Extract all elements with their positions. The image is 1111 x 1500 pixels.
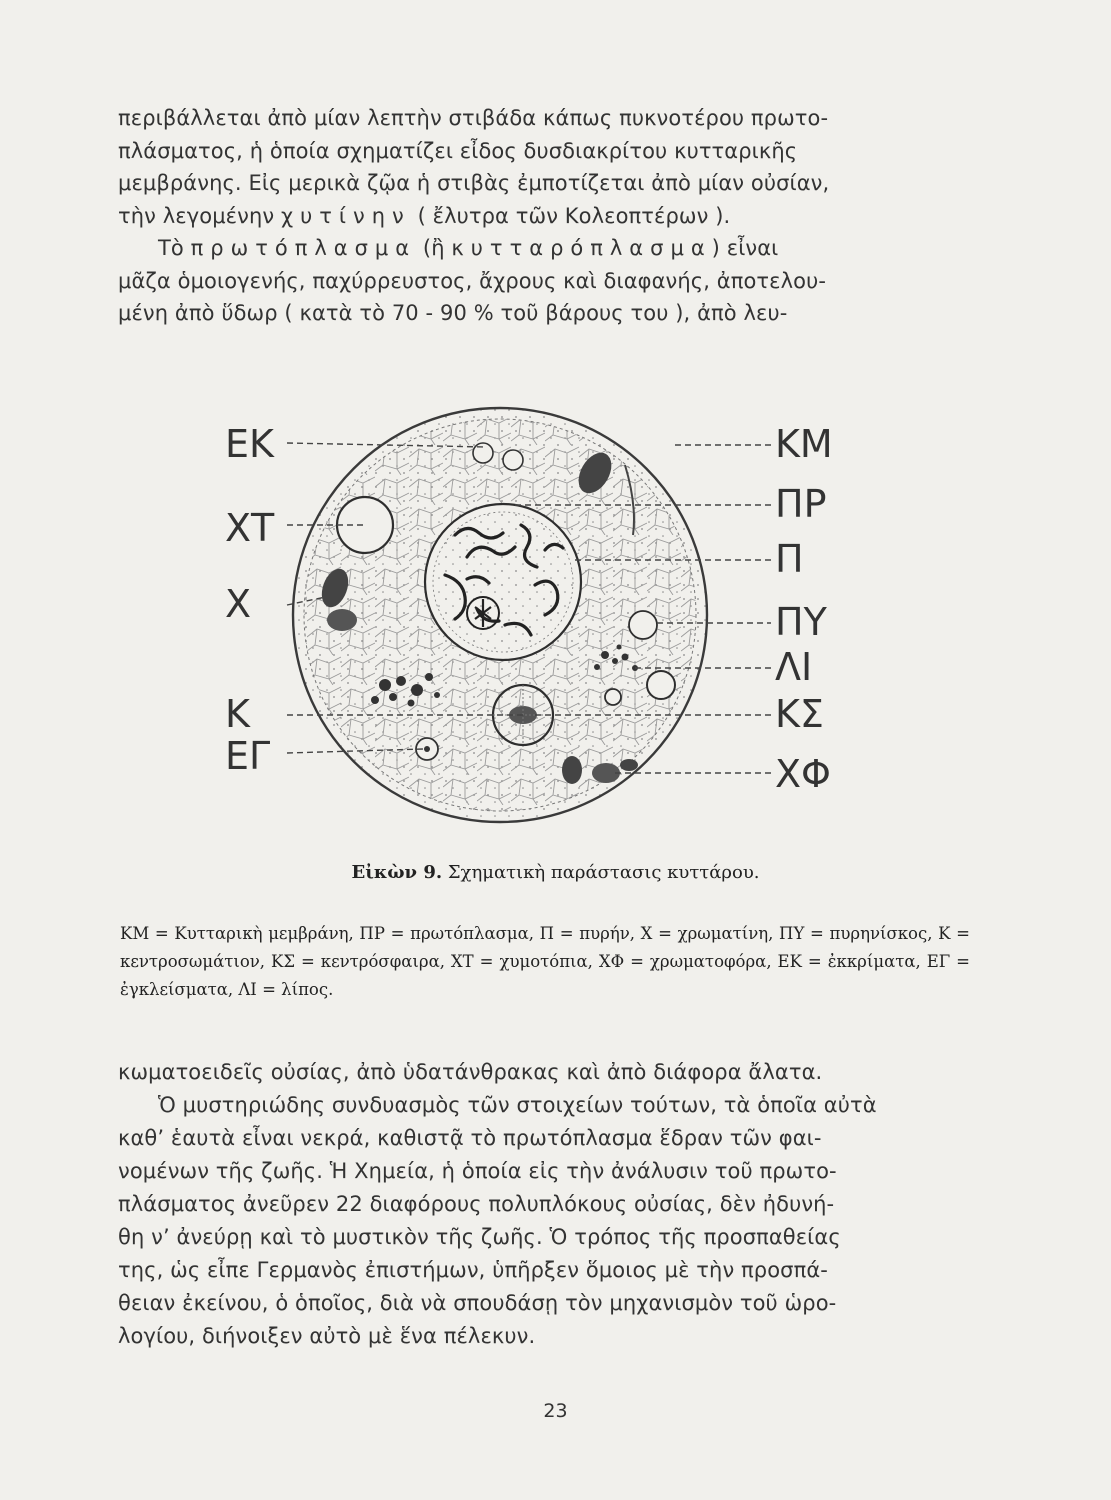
figure-caption [0, 862, 1111, 883]
text-line: θειαν ἐκείνου, ὁ ὁποῖος, διὰ νὰ σπουδάσῃ τὸν μηχανισμὸν τοῦ ὡρο- [118, 1291, 837, 1315]
label-li: ΛΙ [775, 645, 813, 689]
text-line: λογίου, διήνοιξεν αὐτὸ μὲ ἕνα πέλεκυν. [118, 1324, 536, 1348]
cell-diagram [205, 385, 865, 845]
page-number: 23 [543, 1400, 568, 1422]
figure-legend [120, 920, 970, 1004]
text-line: θη ν’ ἀνεύρῃ καὶ τὸ μυστικὸν τῆς ζωῆς. Ὁ τρόπος τῆς προσπαθείας [118, 1225, 841, 1249]
term-cytoplasm: κυτταρόπλασμα [451, 236, 712, 260]
label-cht: ΧΤ [225, 506, 275, 550]
text-fragment: ) εἶναι [711, 236, 779, 260]
label-py: ΠΥ [775, 600, 827, 644]
vacuole [337, 497, 393, 553]
text-line: της, ὡς εἶπε Γερμανὸς ἐπιστήμων, ὑπῆρξεν ὅμοιος μὲ τὴν προσπά- [118, 1258, 828, 1282]
text-line [118, 200, 960, 233]
text-line: μένη ἀπὸ ὕδωρ ( κατὰ τὸ 70 - 90 % τοῦ βάρους του ), ἀπὸ λευ- [118, 301, 788, 325]
chromatophore [327, 609, 357, 631]
text-line: καθ’ ἑαυτὰ εἶναι νεκρά, καθιστᾷ τὸ πρωτόπλασμα ἕδραν τῶν φαι- [118, 1126, 822, 1150]
text-fragment: τὴν λεγομένην [118, 203, 281, 228]
label-ks: ΚΣ [775, 692, 824, 736]
label-ek: ΕΚ [225, 422, 274, 466]
label-pr: ΠΡ [775, 482, 827, 526]
text-fragment: (ἢ [416, 236, 452, 260]
vacuole [647, 671, 675, 699]
chromatophore [562, 756, 582, 784]
cell-diagram-svg [205, 385, 865, 845]
text-line: νομένων τῆς ζωῆς. Ἡ Χημεία, ἡ ὁποία εἰς τὴν ἀνάλυσιν τοῦ πρωτο- [118, 1159, 837, 1183]
secretion-granule [503, 450, 523, 470]
vacuole [629, 611, 657, 639]
text-line [118, 232, 960, 265]
text-line: πλάσματος ἀνεῦρεν 22 διαφόρους πολυπλόκους οὐσίας, δὲν ἠδυνή- [118, 1192, 835, 1216]
label-k: Κ [225, 692, 250, 736]
figure-title: Σχηματικὴ παράστασις κυττάρου. [442, 862, 760, 883]
figure-number: Εἰκὼν 9. [351, 862, 443, 883]
text-line: μεμβράνης. Εἰς μερικὰ ζῷα ἡ στιβὰς ἐμποτίζεται ἀπὸ μίαν οὐσίαν, [118, 171, 830, 195]
text-fragment: ( ἔλυτρα τῶν Κολεοπτέρων ). [410, 203, 731, 228]
term-protoplasm: πρωτόπλασμα [190, 236, 417, 260]
legend-text: ΚΜ = Κυτταρικὴ μεμβράνη, ΠΡ = πρωτόπλασμα, Π = πυρήν, Χ = χρωματίνη, ΠΥ = πυρηνίσκος, Κ = κεντροσωμάτιον, ΚΣ = κεντρόσφαιρα, ΧΤ = χυμοτόπια, ΧΦ = χρωματοφόρα, ΕΚ = ἐκκρίματα, ΕΓ = ἐγκλείσματα, ΛΙ = λίπος. [120, 924, 970, 999]
text-line: μᾶζα ὁμοιογενής, παχύρρευστος, ἄχρους καὶ διαφανής, ἀποτελου- [118, 268, 826, 293]
text-line: πλάσματος, ἡ ὁποία σχηματίζει εἶδος δυσδιακρίτου κυτταρικῆς [118, 138, 798, 163]
label-p: Π [775, 537, 804, 581]
vacuole [605, 689, 621, 705]
secretion-granule [473, 443, 493, 463]
label-km: ΚΜ [775, 422, 833, 466]
label-eg: ΕΓ [225, 734, 271, 778]
label-ch: Χ [225, 582, 252, 626]
text-line: κωματοειδεῖς οὐσίας, ἀπὸ ὑδατάνθρακας καὶ ἀπὸ διάφορα ἄλατα. [118, 1060, 823, 1084]
text-line: Ὁ μυστηριώδης συνδυασμὸς τῶν στοιχείων τούτων, τὰ ὁποῖα αὐτὰ [158, 1093, 877, 1117]
label-chf: ΧΦ [775, 752, 831, 796]
nucleus [425, 504, 581, 660]
text-fragment: Τὸ [158, 236, 191, 260]
top-paragraph [118, 102, 960, 330]
chromatophore [620, 759, 638, 771]
text-line: περιβάλλεται ἀπὸ μίαν λεπτὴν στιβάδα κάπως πυκνοτέρου πρωτο- [118, 106, 829, 130]
term-chytine: χυτίνην [280, 203, 411, 228]
bottom-paragraph [118, 1056, 960, 1353]
